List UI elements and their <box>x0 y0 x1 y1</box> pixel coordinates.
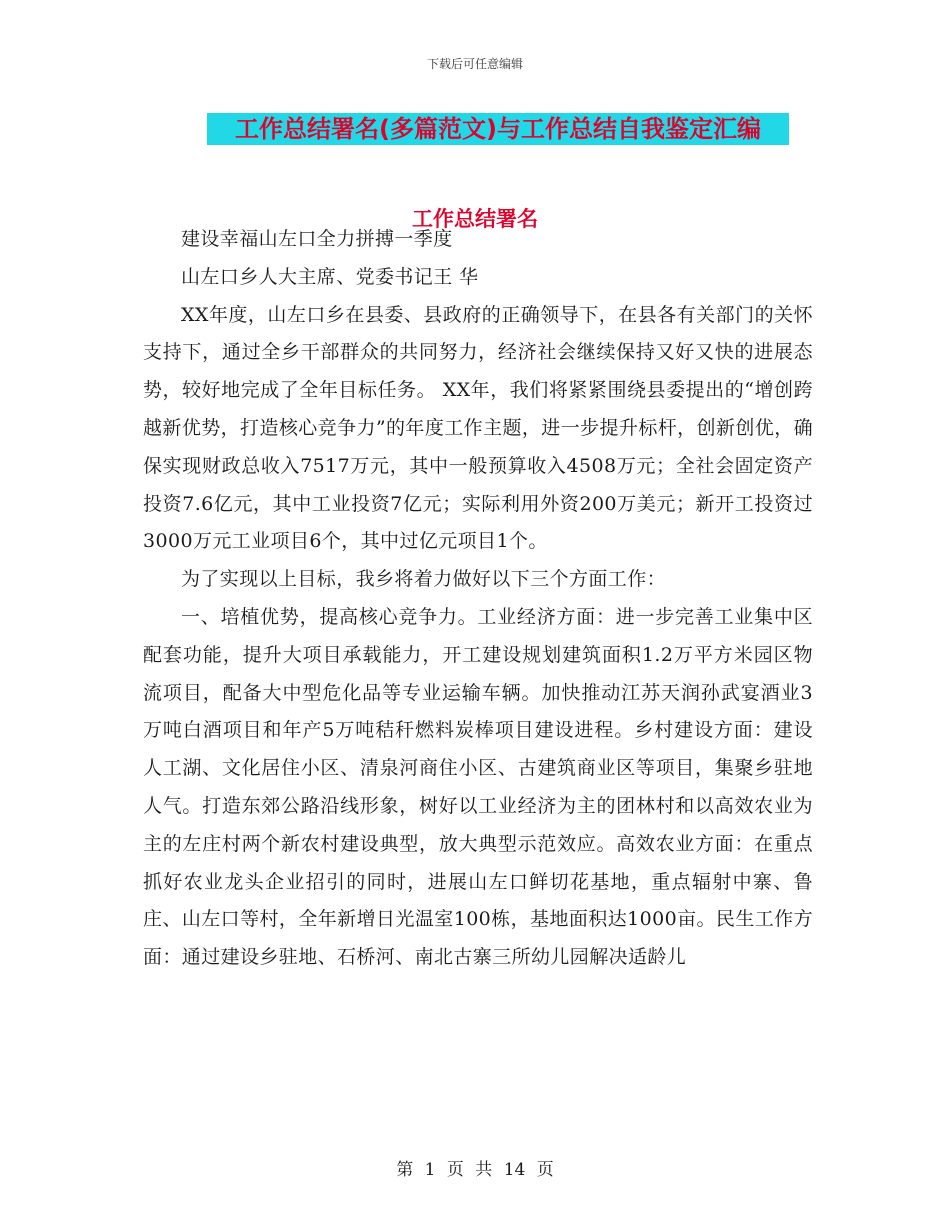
page-number-footer: 第 1 页 共 14 页 <box>396 1160 554 1180</box>
document-body <box>143 221 813 977</box>
body-paragraph: 建设幸福山左口全力拼搏一季度 <box>181 228 453 250</box>
section-title: 工作总结署名 <box>412 207 538 231</box>
document-title: 工作总结署名(多篇范文)与工作总结自我鉴定汇编 <box>207 113 789 145</box>
body-paragraph: 山左口乡人大主席、党委书记王 华 <box>181 265 479 288</box>
body-paragraph: 一、培植优势，提高核心竞争力。工业经济方面：进一步完善工业集中区配套功能，提升大项目承载能力，开工建设规划建筑面积1.2万平方米园区物流项目，配备大中型危化品等专业运输车辆。加快推动江苏天润孙武宴酒业3万吨白酒项目和年产5万吨秸秆燃料炭棒项目建设进程。乡村建设方面：建设人工湖、文化居住小区、清泉河商住小区、古建筑商业区等项目，集聚乡驻地人气。打造东郊公路沿线形象，树好以工业经济为主的团林村和以高效农业为主的左庄村两个新农村建设典型，放大典型示范效应。高效农业方面：在重点抓好农业龙头企业招引的同时，进展山左口鲜切花基地，重点辐射中寨、鲁庄、山左口等村，全年新增日光温室100栋，基地面积达1000亩。民生工作方面：通过建设乡驻地、石桥河、南北古寨三所幼儿园解决适龄儿 <box>143 605 813 969</box>
header-note: 下载后可任意编辑 <box>426 57 523 71</box>
body-paragraph: 为了实现以上目标，我乡将着力做好以下三个方面工作： <box>181 568 667 591</box>
body-paragraph: XX年度，山左口乡在县委、县政府的正确领导下，在县各有关部门的关怀支持下，通过全乡干部群众的共同努力，经济社会继续保持又好又快的进展态势，较好地完成了全年目标任务。 XX年，我们将紧紧围绕县委提出的“增创跨越新优势，打造核心竞争力”的年度工作主题，进一步提升标杆，创新创优，确保实现财政总收入7517万元，其中一般预算收入4508万元；全社会固定资产投资7.6亿元，其中工业投资7亿元；实际利用外资200万美元；新开工投资过3000万元工业项目6个，其中过亿元项目1个。 <box>143 303 813 553</box>
